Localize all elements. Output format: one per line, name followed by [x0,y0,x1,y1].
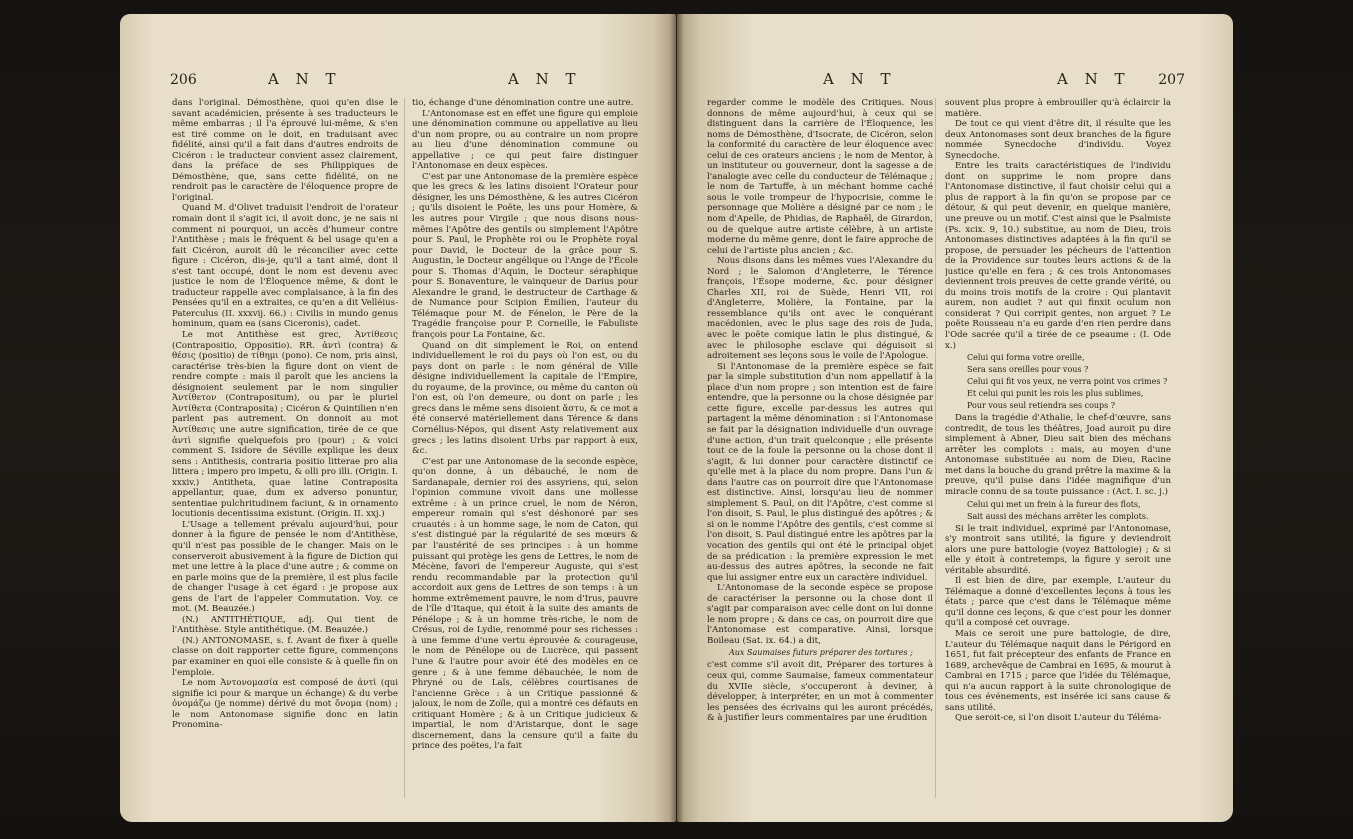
paragraph: souvent plus propre à embrouiller qu'à éclaircir la matière. [945,98,1171,119]
text-column-3 [707,98,933,798]
running-head: A N T [1057,70,1131,88]
paragraph: Le nom Ἀντονομασία est composé de ἀντὶ (qui signifie ici pour & marque un échange) & du verbe ὀνομάζω (je nomme) dérivé du mot ὄνομα (nom) ; le nom Antonomase signifie donc en latin Pronomina- [172,678,398,731]
paragraph: Si le trait individuel, exprimé par l'Antonomase, s'y montroit sans utilité, la figure y deviendroit alors une pure battologie (voyez Battologie) ; & si elle y étoit à contretemps, la figure y seroit une véritable absurdité. [945,523,1171,576]
running-head: A N T [823,70,897,88]
paragraph: C'est par une Antonomase de la seconde espèce, qu'on donne, à un débauché, le nom de Sardanapale, dernier roi des assyriens, qui, selon l'opinion commune vivoit dans une mollesse extrême : à un prince cruel, le nom de Néron, empereur romain qui s'est déshonoré par ses cruautés : à un homme sage, le nom de Caton, qui s'est distingué par la régularité de ses mœurs & par l'austérité de ses principes : à un homme puissant qui protège les gens de Lettres, le nom de Mécène, favori de l'empereur Auguste, qui s'est rendu recommandable par la protection qu'il accordoit aux gens de Lettres de son temps : à un homme extrêmement pauvre, le nom d'Irus, pauvre de l'île d'Itaque, qui étoit à la suite des amants de Pénélope ; & à un homme très-riche, le nom de Crésus, roi de Lydie, renommé pour ses richesses : à une femme d'une vertu éprouvée & courageuse, le nom de Pénélope ou de Lucrèce, qui passent l'une & l'autre pour avoir été des modèles en ce genre ; & à une femme débauchée, le nom de Phryné ou de Laïs, célèbres courtisanes de l'ancienne Grèce : à un Critique passionné & jaloux, le nom de Zoïle, qui a montré ces défauts en critiquant Homère ; & à un Critique judicieux & impartial, le nom d'Aristarque, dont le sage discernement, dans la censure qu'il a faite du prince des poëtes, l'a fait [412,456,638,752]
entry-antonomase: (N.) ANTONOMASE, s. f. Avant de fixer à quelle classe on doit rapporter cette figure, commençons par examiner en quoi elle consiste & à quelle fin on l'emploie. [172,635,398,678]
paragraph: L'Antonomase de la seconde espèce se propose de caractériser la personne ou la chose dont il s'agit par comparaison avec celle dont on lui donne le nom propre ; & dans ce cas, on pourroit dire que l'Antonomase est comparative. Ainsi, lorsque Boileau (Sat. ix. 64.) a dit, [707,583,933,646]
page-number: 207 [1158,72,1185,88]
entry-antithetique: (N.) ANTITHÉTIQUE, adj. Qui tient de l'Antithèse. Style antithétique. (M. Beauzée.) [172,614,398,636]
paragraph: dans l'original. Démosthène, quoi qu'en dise le savant académicien, présente à ses traducteurs le même embarras ; il l'a éprouvé lui-même, & s'en est tiré comme on le doit, en traduisant avec fidélité, ainsi qu'il a fait dans d'autres endroits de Cicéron : le traducteur convient assez clairement, dans la préface de ses Philippiques de Démosthène, que, sans cette fidélité, on ne rendroit pas le caractère de l'éloquence propre de l'original. [172,98,398,203]
verse-line: Sera sans oreilles pour vous ? [967,365,1089,375]
paragraph: Nous disons dans les mêmes vues l'Alexandre du Nord ; le Salomon d'Angleterre, le Térence françois, l'Ésope moderne, &c. pour désigner Charles XII, roi de Suède, Henri VII, roi d'Angleterre, Molière, la Fontaine, par la ressemblance qu'ils ont avec le conquérant macédonien, avec le plus sage des rois de Juda, avec le poëte comique latin le plus distingué, & avec le philosophe esclave qui déguisoit si adroitement ses leçons sous le voile de l'Apologue. [707,256,933,362]
paragraph: L'Usage a tellement prévalu aujourd'hui, pour donner à la figure de pensée le nom d'Antithèse, qu'il n'est pas possible de le changer. Mais on le conserveroit abusivement à la figure de Diction qui met une lettre à la place d'une autre ; & comme on en parle moins que de la première, il est plus facile de changer l'usage à cet égard : je propose aux gens de l'art de l'appeler Commutation. Voy. ce mot. (M. Beauzée.) [172,519,398,615]
verse-line: Celui qui met un frein à la fureur des flots, [967,499,1141,509]
paragraph: c'est comme s'il avoit dit, Préparer des tortures à ceux qui, comme Saumaise, fameux commentateur du XVIIe siècle, s'occuperont à deviner, à développer, à interpréter, en un mot à commenter les pensées des écrivains qui les auront précédés, & à justifier leurs commentaires par une érudition [707,660,933,724]
verse-line: Celui qui fit vos yeux, ne verra point vos crimes ? [967,377,1168,387]
verse-line: Celui qui forma votre oreille, [967,353,1085,363]
right-page [677,14,1233,822]
verse-line: Sait aussi des méchans arrêter les complots. [967,511,1149,521]
paragraph: Quand M. d'Olivet traduisit l'endroit de l'orateur romain dont il s'agit ici, il avoit donc, je ne sais ni comment ni pourquoi, un accès d'humeur contre l'Antithèse ; mais le fréquent & bel usage qu'en a fait Cicéron, auroit dû le réconcilier avec cette figure : Cicéron, dis-je, qu'il a tant aimé, dont il s'est tant occupé, dont le nom est devenu avec justice le nom de l'Éloquence même, & dont le traducteur rappelle avec complaisance, à la fin des Pensées qu'il en a extraites, ce qu'en a dit Velléius-Paterculus (II. xxxvij. 66.) : Civilis in mundo genus hominum, quam ea (sans Ciceronis), cadet. [172,203,398,330]
paragraph: L'Antonomase est en effet une figure qui emploie une dénomination commune ou appellative au lieu d'un nom propre, ou au contraire un nom propre au lieu d'une dénomination commune ou appellative ; ce qui peut faire distinguer l'Antonomase en deux espèces. [412,108,638,172]
verse-quote: Aux Saumaises futurs préparer des tortures ; [729,648,913,658]
paragraph: Quand on dit simplement le Roi, on entend individuellement le roi du pays où l'on est, ou du pays dont on parle : le nom général de Ville désigne individuellement la capitale de l'Empire, du royaume, de la province, ou même du canton où l'on est, où l'on demeure, ou dont on parle ; les grecs dans le même sens disoient ἄστυ, & ce mot a été conservé matériellement dans Térence & dans Cornélius-Népos, qui disent Asty relativement aux grecs ; les latins disoient Urbs par rapport à eux, &c. [412,340,638,457]
paragraph: C'est par une Antonomase de la première espèce que les grecs & les latins disoient l'Orateur pour désigner, les uns Démosthène, & les autres Cicéron ; qu'ils disoient le Poëte, les uns pour Homère, & les autres pour Virgile ; que nous disons nous-mêmes l'Apôtre des gentils ou simplement l'Apôtre pour S. Paul, le Prophète roi ou le Prophète royal pour David, le Docteur de la grâce pour S. Augustin, le Docteur angélique ou l'Ange de l'École pour S. Thomas d'Aquin, le Docteur séraphique pour S. Bonaventure, le vainqueur de Darius pour Alexandre le grand, le destructeur de Carthage & de Numance pour Scipion Émilien, l'auteur du Télémaque pour M. de Fénelon, le Père de la Tragédie françoise pour P. Corneille, le Fabuliste françois pour La Fontaine, &c. [412,171,638,341]
verse-block [945,500,1171,522]
verse-block [945,353,1171,411]
verse-line: Pour vous seul retiendra ses coups ? [967,401,1116,411]
text-column-1 [172,98,398,798]
paragraph: Si l'Antonomase de la première espèce se fait par la simple substitution d'un nom appellatif à la place d'un nom propre ; son intention est de faire entendre, que la personne ou la chose désignée par cette figure, excelle par-dessus les autres qui partagent la même dénomination : si l'Antonomase se fait par la désignation individuelle d'un ouvrage d'une action, d'un trait quelconque ; elle présente tout ce de la foule la personne ou la chose dont il s'agit, & lui donner pour caractère distinctif ce qu'elle met à la place du nom propre. Dans l'un & dans l'autre cas on pourroit dire que l'Antonomase est distinctive. Ainsi, lorsqu'au lieu de nommer simplement S. Paul, on dit l'Apôtre, c'est comme si l'on disoit, S. Paul, le plus distingué des apôtres ; & si on le nomme l'Apôtre des gentils, c'est comme si l'on disoit, S. Paul distingué entre les apôtres par la vocation des gentils qui ont été le principal objet de sa prédication : la première expression le met au-dessus des autres apôtres, la seconde ne fait que lui assigner entre eux un caractère individuel. [707,361,933,583]
running-head: A N T [268,70,342,88]
book-gutter [670,14,684,822]
left-page [120,14,676,822]
paragraph: Mais ce seroit une pure battologie, de dire, L'auteur du Télémaque naquit dans le Périgord en 1651, fut fait précepteur des enfants de France en 1689, archevêque de Cambrai en 1695, & mourut à Cambrai en 1715 ; parce que l'idée du Télémaque, qui n'a aucun rapport à la suite chronologique de tous ces événements, est insérée ici sans cause & sans utilité. [945,628,1171,713]
paragraph: Dans la tragédie d'Athalie, le chef-d'œuvre, sans contredit, de tous les théâtres, Joad auroit pu dire simplement à Abner, Dieu sait bien des méchans arrêter les complots : mais, au moyen d'une Antonomase substituée au nom de Dieu, Racine met dans la bouche du grand prêtre la maxime & la preuve, qu'il puise dans l'idée magnifique d'un miracle connu de sa toute puissance : (Act. I. sc. j.) [945,413,1171,497]
paragraph: Que seroit-ce, si l'on disoit L'auteur du Téléma- [955,713,1162,724]
running-head: A N T [508,70,582,88]
paragraph: De tout ce qui vient d'être dit, il résulte que les deux Antonomases sont deux branches de la figure nommée Synecdoche d'individu. Voyez Synecdoche. [945,119,1171,161]
page-number: 206 [170,72,197,88]
paragraph: tio, échange d'une dénomination contre une autre. [412,98,634,108]
left-page-header [170,70,636,94]
paragraph: Il est bien de dire, par exemple, L'auteur du Télémaque a donné d'excellentes leçons à tous les états ; parce que c'est dans le Télémaque même qu'il donne ces leçons, & que c'est pour les donner qu'il a composé cet ouvrage. [945,576,1171,629]
text-column-2 [412,98,638,798]
paragraph: Le mot Antithèse est grec, Ἀντίθεσις (Contrapositio, Oppositio). RR. ἀντὶ (contra) & θέσις (positio) de τίθημι (pono). Ce nom, pris ainsi, caractérise très-bien la figure dont on vient de rendre compte : mais il paroît que les anciens la désignoient seulement par le nom singulier Ἀντίθετον (Contrapositum), ou par le pluriel Ἀντίθετα (Contraposita) ; Cicéron & Quintilien n'en parlent pas autrement. On donnoit au mot Ἀντίθεσις une autre signification, tirée de ce que ἀντὶ signifie quelquefois pro (pour) ; & voici comment S. Isidore de Séville explique les deux sens : Antithesis, contraria positio litterae pro alia littera ; impero pro impetu, & olli pro illi. (Origin. I. xxxiv.) Antitheta, quae latine Contraposita appellantur, quae, dum ex adverso ponuntur, sententiae pulchritudinem faciunt, & in ornamento locutionis decentissima existunt. (Origin. II. xxj.) [172,330,398,520]
paragraph: Entre les traits caractéristiques de l'individu dont on supprime le nom propre dans l'Antonomase distinctive, il faut choisir celui qui a plus de rapport à la fin qu'on se propose par ce détour, & qui peut devenir, en quelque manière, une preuve ou un motif. C'est ainsi que le Psalmiste (Ps. xcix. 9, 10.) substitue, au nom de Dieu, trois Antonomases distinctives adaptées à la fin qu'il se propose, de persuader les pécheurs de l'attention de la Providence sur toutes leurs actions & de la justice qu'elle en fera ; & ces trois Antonomases deviennent trois preuves de cette grande vérité, ou du moins trois motifs de la croire : Qui plantavit aurem, non audiet ? aut qui finxit oculum non considerat ? Qui corripit gentes, non arguet ? Le poëte Rousseau n'a eu garde d'en rien perdre dans l'Ode sacrée qu'il a tirée de ce pseaume : (I. Ode x.) [945,161,1171,351]
verse-line: Et celui qui punit les rois les plus sublimes, [967,389,1144,399]
text-column-4 [945,98,1171,798]
paragraph: regarder comme le modèle des Critiques. Nous donnons de même aujourd'hui, à ceux qui se distinguent dans la carrière de l'Éloquence, les noms de Démosthène, d'Isocrate, de Cicéron, selon la conformité du caractère de leur éloquence avec celui de ces orateurs anciens ; le nom de Mentor, à un instituteur ou gouverneur, dont la sagesse a de l'analogie avec celle du conducteur de Télémaque ; le nom de Tartuffe, à un méchant homme caché sous le voile trompeur de l'hypocrisie, comme le personnage que Molière a désigné par ce nom ; le nom d'Apelle, de Phidias, de Raphaël, de Girardon, ou de quelque autre artiste célèbre, à un artiste moderne du même genre, dont le faire approche de celui de l'artiste plus ancien ; &c. [707,98,933,256]
right-page-header [727,70,1193,94]
column-rule [935,98,936,798]
column-rule [404,98,405,798]
